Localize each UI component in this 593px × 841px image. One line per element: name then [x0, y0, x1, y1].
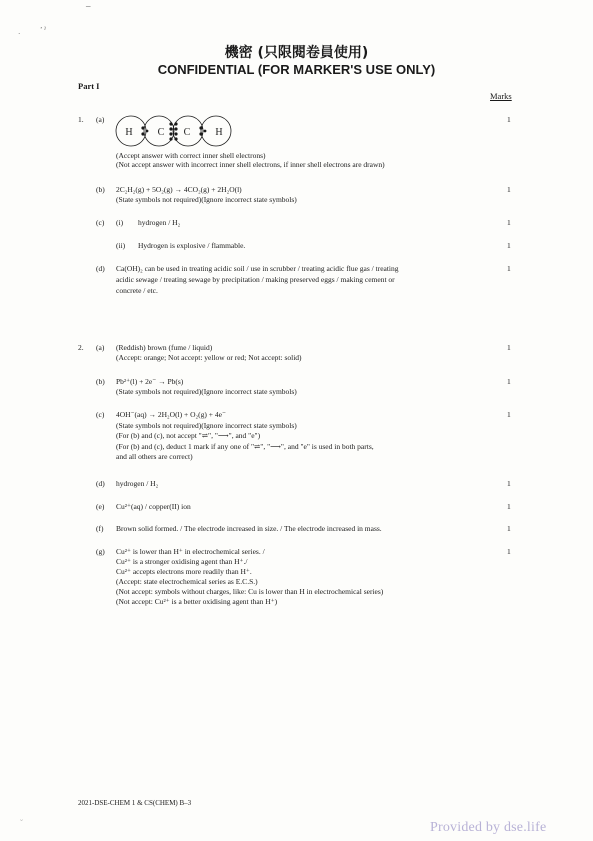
mark-value: 1: [507, 264, 511, 273]
scan-speck: _: [86, 0, 91, 8]
subpart-label: (c): [96, 218, 105, 227]
subpart-label: (f): [96, 524, 104, 533]
atom-symbol: C: [157, 127, 165, 138]
mark-value: 1: [507, 502, 511, 511]
atom-symbol: H: [215, 127, 223, 138]
watermark-link[interactable]: Provided by dse.life: [430, 820, 547, 835]
marks-header: Marks: [490, 91, 512, 101]
page-footer: 2021-DSE-CHEM 1 & CS(CHEM) B–3: [78, 799, 192, 807]
mark-value: 1: [507, 524, 511, 533]
answer-note: (Accept answer with correct inner shell electrons): [116, 151, 266, 160]
answer-note: (For (b) and (c), not accept "⇌", "⟶", and "e"): [116, 431, 261, 440]
answer-equation: Pb²⁺(l) + 2e⁻ → Pb(s): [116, 377, 184, 386]
answer-text: Cu²⁺ accepts electrons more readily than H⁺.: [116, 567, 252, 576]
subpart-label: (b): [96, 377, 105, 386]
subpart-label: (d): [96, 479, 105, 488]
atom-symbol: C: [183, 127, 191, 138]
subpart-roman: (ii): [116, 241, 126, 250]
answer-text: Brown solid formed. / The electrode increased in size. / The electrode increased in mass.: [116, 524, 382, 533]
subpart-label: (e): [96, 502, 105, 511]
answer-text: concrete / etc.: [116, 286, 158, 295]
mark-value: 1: [507, 343, 511, 352]
title-english: CONFIDENTIAL (FOR MARKER'S USE ONLY): [157, 62, 436, 77]
answer-text: Cu²⁺ is lower than H⁺ in electrochemical series. /: [116, 547, 265, 556]
mark-value: 1: [507, 547, 511, 556]
subpart-label: (d): [96, 264, 105, 273]
title-chinese: 機密 (只限閱卷員使用): [224, 45, 369, 61]
answer-note: (Accept: orange; Not accept: yellow or red; Not accept: solid): [116, 353, 302, 362]
answer-note: (State symbols not required)(Ignore incorrect state symbols): [116, 195, 297, 204]
subpart-label: (a): [96, 115, 105, 124]
mark-value: 1: [507, 185, 511, 194]
scan-speck: ·: [18, 30, 21, 38]
answer-text: Hydrogen is explosive / flammable.: [138, 241, 246, 250]
answer-equation: 4OH⁻(aq) → 2H₂O(l) + O₂(g) + 4e⁻: [116, 410, 226, 419]
answer-note: (State symbols not required)(Ignore incorrect state symbols): [116, 421, 297, 430]
answer-note: and all others are correct): [116, 452, 193, 461]
mark-value: 1: [507, 479, 511, 488]
atom-symbol: H: [125, 127, 133, 138]
answer-note: (State symbols not required)(Ignore incorrect state symbols): [116, 387, 297, 396]
subpart-label: (c): [96, 410, 105, 419]
part-label: Part I: [78, 81, 100, 91]
electron-diagram: [114, 114, 238, 148]
answer-text: hydrogen / H₂: [138, 218, 181, 227]
subpart-label: (g): [96, 547, 105, 556]
answer-text: Cu²⁺(aq) / copper(II) ion: [116, 502, 191, 511]
question-number: 2.: [78, 343, 84, 352]
subpart-roman: (i): [116, 218, 124, 227]
answer-text: hydrogen / H₂: [116, 479, 159, 488]
answer-note: (Not accept: symbols without charges, like: Cu is lower than H in electrochemical series): [116, 587, 384, 596]
answer-note: (Not accept: Cu²⁺ is a better oxidising agent than H⁺): [116, 597, 278, 606]
mark-value: 1: [507, 241, 511, 250]
answer-text: Cu²⁺ is a stronger oxidising agent than H⁺./: [116, 557, 248, 566]
mark-value: 1: [507, 218, 511, 227]
answer-text: acidic sewage / treating sewage by precipitation / making preserved eggs / making cement or: [116, 275, 395, 284]
mark-value: 1: [507, 410, 511, 419]
mark-value: 1: [507, 377, 511, 386]
answer-note: (Not accept answer with incorrect inner shell electrons, if inner shell electrons are drawn): [116, 160, 385, 169]
answer-note: (For (b) and (c), deduct 1 mark if any one of "⇌", "⟶", and "e" is used in both parts,: [116, 442, 374, 451]
subpart-label: (b): [96, 185, 105, 194]
scan-speck: ˘: [20, 818, 23, 828]
answer-text: Ca(OH)₂ can be used in treating acidic soil / use in scrubber / treating acidic flue gas / treating: [116, 264, 399, 273]
answer-equation: 2C₂H₂(g) + 5O₂(g) → 4CO₂(g) + 2H₂O(l): [116, 185, 242, 194]
question-number: 1.: [78, 115, 84, 124]
answer-note: (Accept: state electrochemical series as E.C.S.): [116, 577, 258, 586]
mark-value: 1: [507, 115, 511, 124]
scan-speck: ʼ ˀ: [40, 26, 46, 34]
subpart-label: (a): [96, 343, 105, 352]
answer-text: (Reddish) brown (fume / liquid): [116, 343, 213, 352]
